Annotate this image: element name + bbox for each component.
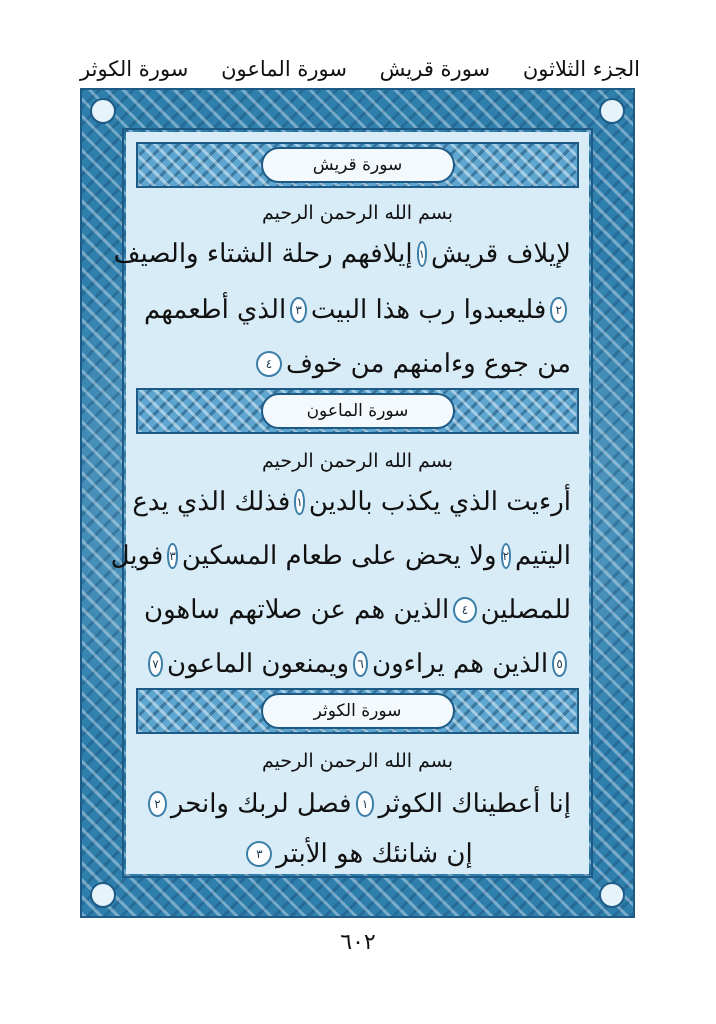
verse-text: الذين هم يراءون xyxy=(372,649,549,679)
ayah-number-marker: ٤ xyxy=(453,597,476,623)
corner-medallion-icon xyxy=(90,98,116,124)
header-surah-3: سورة الكوثر xyxy=(80,57,189,81)
ayah-number-marker: ٢ xyxy=(501,543,511,569)
ayah-number-marker: ٣ xyxy=(290,297,307,323)
ayah-number-marker: ١ xyxy=(294,489,304,515)
ayah-number-marker: ٢ xyxy=(148,791,167,817)
surah-title: سورة الماعون xyxy=(261,393,455,429)
surah-banner xyxy=(136,388,579,434)
verse-text: لإيلاف قريش xyxy=(431,239,571,269)
verse-text: ويمنعون الماعون xyxy=(166,649,350,679)
verse-text: للمصلين xyxy=(480,595,571,625)
basmala: بسم الله الرحمن الرحيم xyxy=(262,750,453,772)
corner-medallion-icon xyxy=(599,98,625,124)
verse-line xyxy=(144,342,571,386)
ayah-number-marker: ٣ xyxy=(246,841,272,867)
ayah-number-marker: ٥ xyxy=(552,651,567,677)
ayah-number-marker: ٧ xyxy=(148,651,163,677)
basmala: بسم الله الرحمن الرحيم xyxy=(262,450,453,472)
basmala: بسم الله الرحمن الرحيم xyxy=(262,202,453,224)
verse-text: إن شانئك هو الأبتر xyxy=(276,839,473,869)
verse-text: فذلك الذي يدع xyxy=(132,487,291,517)
header-surah-2: سورة الماعون xyxy=(221,57,347,81)
ayah-number-marker: ١ xyxy=(356,791,375,817)
verse-text: الذين هم عن صلاتهم ساهون xyxy=(144,595,450,625)
verse-text: الذي أطعمهم xyxy=(144,295,287,325)
verse-text: إيلافهم رحلة الشتاء والصيف xyxy=(113,239,413,269)
text-panel xyxy=(110,132,589,874)
surah-title: سورة قريش xyxy=(261,147,455,183)
ayah-number-marker: ٤ xyxy=(256,351,282,377)
verse-line xyxy=(132,480,571,524)
page-header xyxy=(80,52,640,86)
verse-text: فويل xyxy=(110,541,164,571)
verse-text: اليتيم xyxy=(515,541,571,571)
ornamental-frame xyxy=(80,88,635,918)
verse-text: إنا أعطيناك الكوثر xyxy=(378,789,571,819)
surah-banner xyxy=(136,142,579,188)
verse-line xyxy=(144,832,571,876)
verse-text: أرءيت الذي يكذب بالدين xyxy=(308,487,571,517)
verse-text: فليعبدوا رب هذا البيت xyxy=(310,295,547,325)
verse-line xyxy=(144,642,571,686)
verse-text: ولا يحض على طعام المسكين xyxy=(181,541,497,571)
surah-title: سورة الكوثر xyxy=(261,693,455,729)
corner-medallion-icon xyxy=(599,882,625,908)
header-surah-1: سورة قريش xyxy=(379,57,491,81)
ayah-number-marker: ٦ xyxy=(353,651,368,677)
verse-line xyxy=(144,588,571,632)
verse-line xyxy=(144,782,571,826)
juz-label: الجزء الثلاثون xyxy=(522,57,640,81)
verse-line xyxy=(144,288,571,332)
corner-medallion-icon xyxy=(90,882,116,908)
ayah-number-marker: ١ xyxy=(417,241,427,267)
verse-text: من جوع وءامنهم من خوف xyxy=(285,349,571,379)
ayah-number-marker: ٣ xyxy=(167,543,177,569)
verse-text: فصل لربك وانحر xyxy=(170,789,352,819)
surah-banner xyxy=(136,688,579,734)
ayah-number-marker: ٢ xyxy=(550,297,567,323)
page-number: ٦٠٢ xyxy=(340,930,376,955)
verse-line xyxy=(110,534,571,578)
verse-line xyxy=(113,232,571,276)
